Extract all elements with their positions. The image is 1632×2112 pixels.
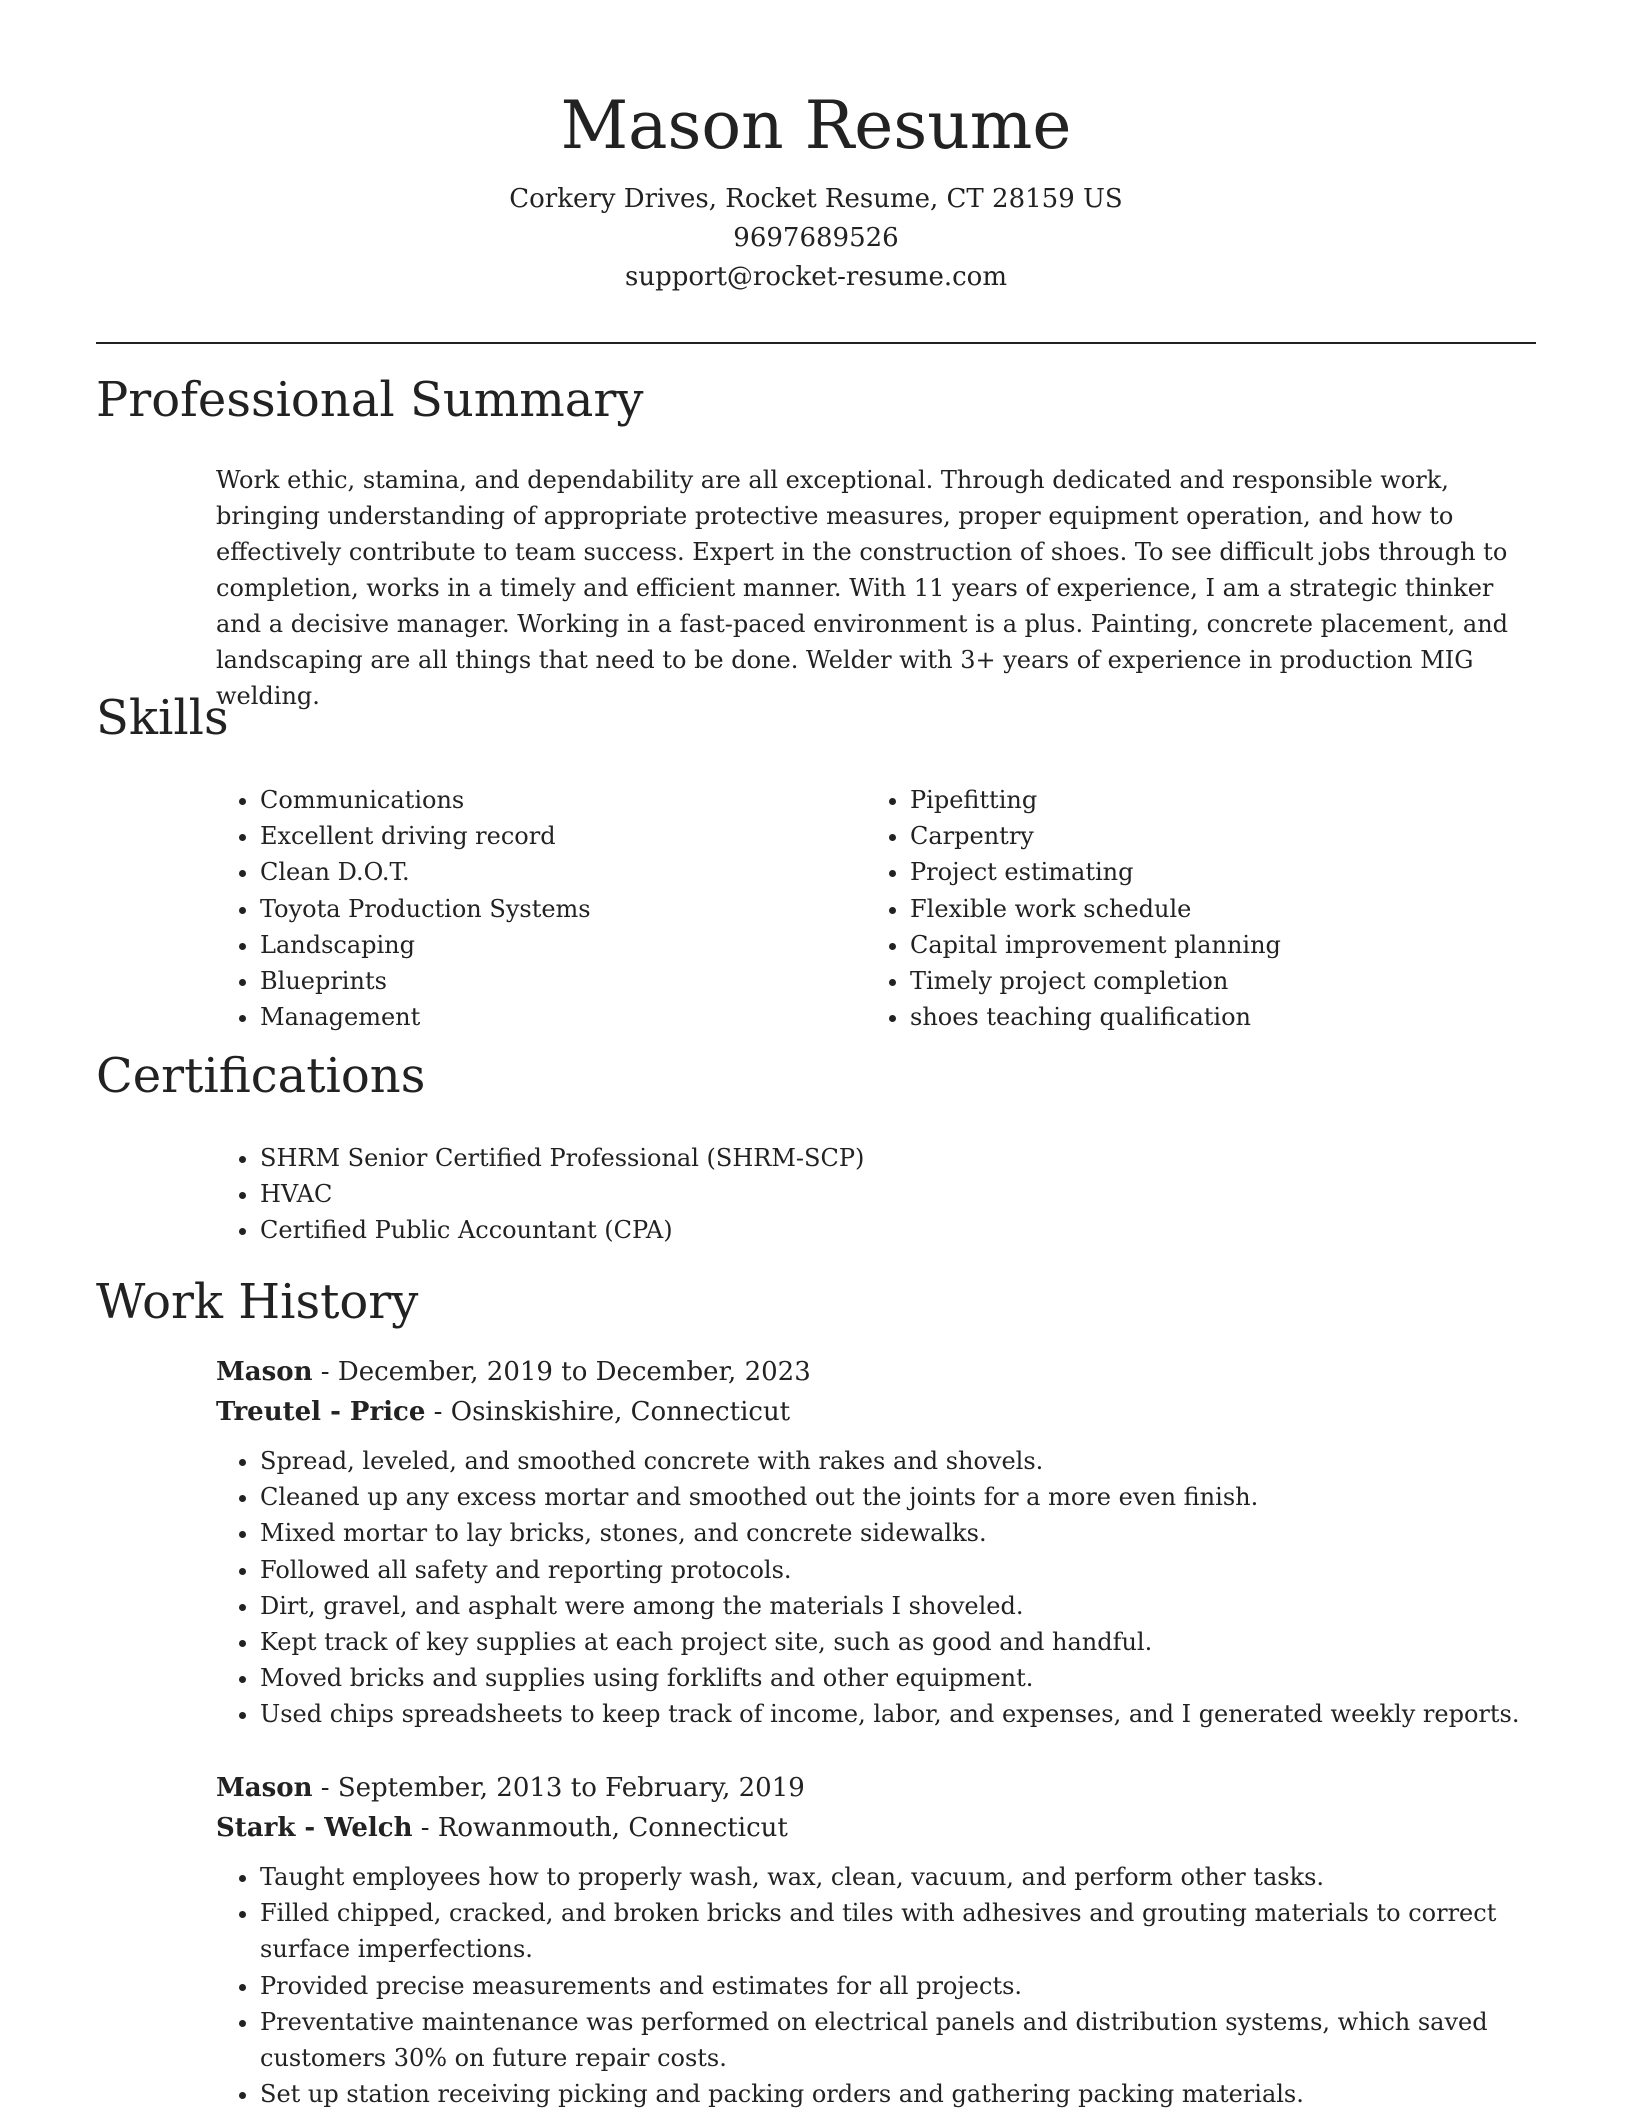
skill-item: • Excellent driving record (260, 818, 856, 854)
job-bullet: • Used chips spreadsheets to keep track of income, labor, and expenses, and I generated weekly reports. (260, 1696, 1536, 1732)
summary-text: Work ethic, stamina, and dependability are all exceptional. Through dedicated and responsible work, bringing understanding of appropriate protective measures, proper equipment operation, and how to effectively contribute to team success. Expert in the construction of shoes. To see difficult jobs through to completion, works in a timely and efficient manner. With 11 years of experience, I am a strategic thinker and a decisive manager. Working in a fast-paced environment is a plus. Painting, concrete placement, and landscaping are all things that need to be done. Welder with 3+ years of experience in production MIG welding. (216, 466, 1509, 710)
job-location: Rowanmouth, Connecticut (437, 1813, 788, 1843)
phone: 9697689526 (733, 223, 899, 253)
skill-item: • Flexible work schedule (910, 891, 1506, 927)
skill-item: • Clean D.O.T. (260, 854, 856, 890)
skill-item: • Landscaping (260, 927, 856, 963)
job-title-line: Mason - September, 2013 to February, 2019 (216, 1773, 805, 1803)
skill-item: • Timely project completion (910, 963, 1506, 999)
certifications-block (216, 1140, 1516, 1249)
skill-item: • Toyota Production Systems (260, 891, 856, 927)
skills-heading: Skills (96, 690, 229, 746)
skills-column-right (866, 782, 1506, 1035)
job-bullet: • Moved bricks and supplies using forklifts and other equipment. (260, 1660, 1536, 1696)
certifications-heading: Certifications (96, 1048, 426, 1104)
skill-item: • shoes teaching qualification (910, 999, 1506, 1035)
skill-item: • Project estimating (910, 854, 1506, 890)
job-bullet: • Set up station receiving picking and packing orders and gathering packing materials. (260, 2076, 1536, 2112)
job-bullets (172, 1859, 1536, 2112)
skills-list-left (216, 782, 856, 1035)
job-entry (216, 1352, 1536, 1733)
job-bullets (172, 1443, 1536, 1733)
skill-item: • Management (260, 999, 856, 1035)
job-bullet: • Kept track of key supplies at each project site, such as good and handful. (260, 1624, 1536, 1660)
email: support@rocket-resume.com (624, 262, 1007, 292)
candidate-name: Mason Resume (560, 87, 1072, 164)
job-bullet: • Mixed mortar to lay bricks, stones, and concrete sidewalks. (260, 1515, 1536, 1551)
certifications-list (216, 1140, 1516, 1249)
skill-item: • Carpentry (910, 818, 1506, 854)
skill-item: • Capital improvement planning (910, 927, 1506, 963)
resume-header (96, 82, 1536, 297)
job-title-line: Mason - December, 2019 to December, 2023 (216, 1357, 811, 1387)
job-company-line: Stark - Welch - Rowanmouth, Connecticut (216, 1813, 788, 1843)
job-company-line: Treutel - Price - Osinskishire, Connecticut (216, 1397, 791, 1427)
skill-item: • Communications (260, 782, 856, 818)
job-bullet: • Spread, leveled, and smoothed concrete with rakes and shovels. (260, 1443, 1536, 1479)
skills-column-left (216, 782, 856, 1035)
skill-item: • Blueprints (260, 963, 856, 999)
address: Corkery Drives, Rocket Resume, CT 28159 US (509, 184, 1123, 214)
job-bullet: • Filled chipped, cracked, and broken bricks and tiles with adhesives and grouting materials to correct surface imperfections. (260, 1895, 1536, 1967)
skills-list-right (866, 782, 1506, 1035)
job-dates: December, 2019 to December, 2023 (337, 1357, 811, 1387)
job-role: Mason (216, 1357, 313, 1387)
job-company: Treutel - Price (216, 1397, 426, 1427)
job-bullet: • Preventative maintenance was performed on electrical panels and distribution systems, which saved customers 30% on future repair costs. (260, 2004, 1536, 2076)
certification-item: • HVAC (260, 1176, 1516, 1212)
job-dates: September, 2013 to February, 2019 (337, 1773, 805, 1803)
job-bullet: • Cleaned up any excess mortar and smoothed out the joints for a more even finish. (260, 1479, 1536, 1515)
work-history-heading: Work History (96, 1274, 419, 1330)
job-entry (216, 1768, 1536, 2112)
certification-item: • SHRM Senior Certified Professional (SHRM-SCP) (260, 1140, 1516, 1176)
certification-item: • Certified Public Accountant (CPA) (260, 1212, 1516, 1248)
skill-item: • Pipefitting (910, 782, 1506, 818)
summary-heading: Professional Summary (96, 372, 644, 428)
job-bullet: • Provided precise measurements and estimates for all projects. (260, 1968, 1536, 2004)
header-divider (96, 342, 1536, 344)
job-bullet: • Dirt, gravel, and asphalt were among the materials I shoveled. (260, 1588, 1536, 1624)
job-location: Osinskishire, Connecticut (450, 1397, 791, 1427)
job-bullet: • Taught employees how to properly wash, wax, clean, vacuum, and perform other tasks. (260, 1859, 1536, 1895)
job-company: Stark - Welch (216, 1813, 413, 1843)
job-role: Mason (216, 1773, 313, 1803)
job-bullet: • Followed all safety and reporting protocols. (260, 1552, 1536, 1588)
